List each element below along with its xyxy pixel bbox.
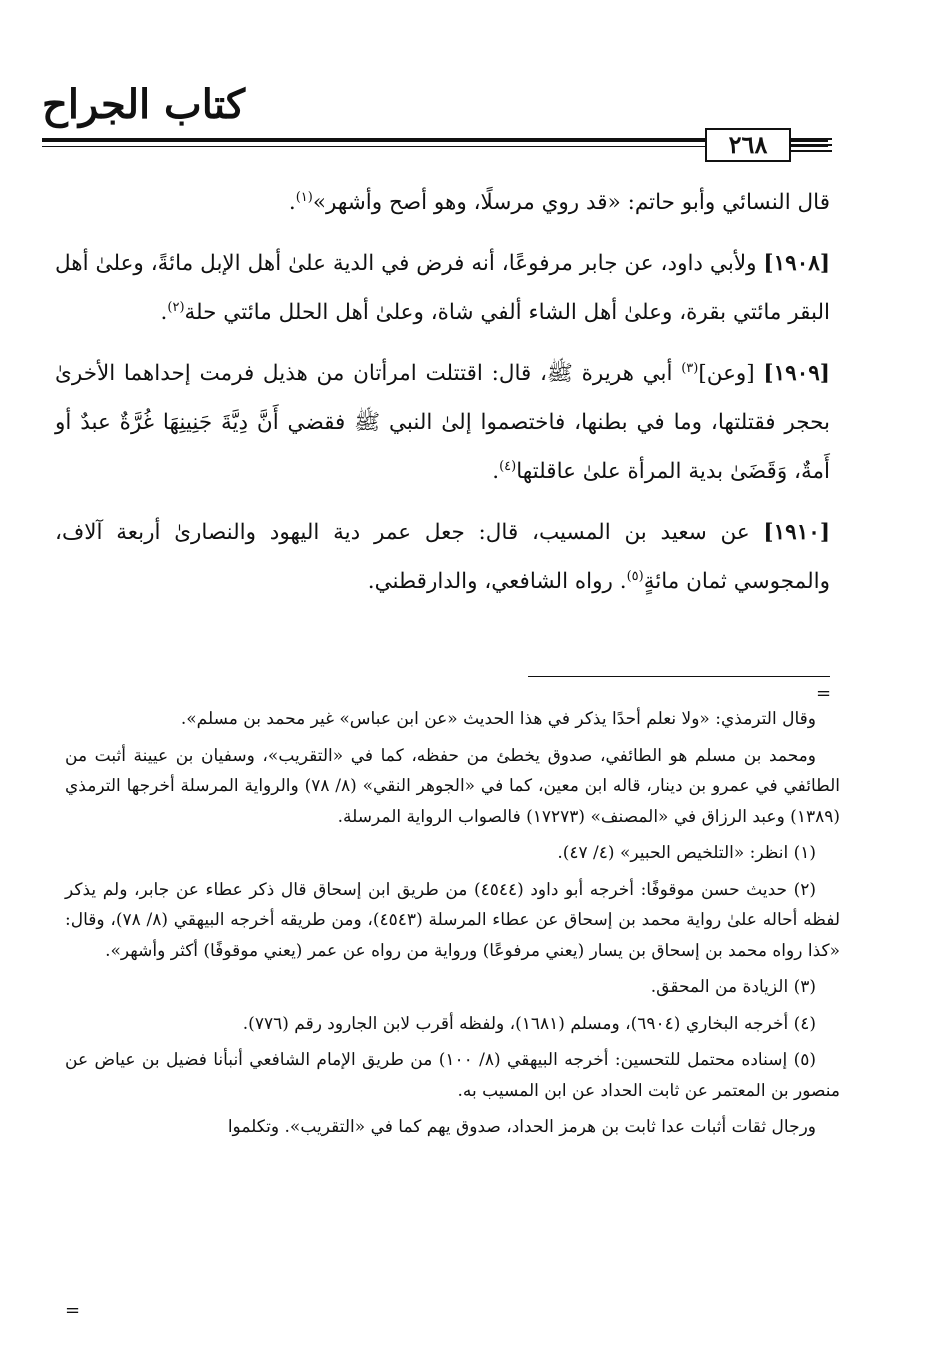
header-rule-right-1	[791, 138, 832, 140]
footnote-line: ومحمد بن مسلم هو الطائفي، صدوق يخطئ من حفظه، كما في «التقريب»، وسفيان بن عيينة أثبت من الطائفي في عمرو بن دينار، قاله ابن معين، كما في «الجوهر النقي» (٨/ ٧٨) والرواية المرسلة أخرجها الترمذي (١٣٨٩) وعبد الرزاق في «المصنف» (١٧٢٧٣) فالصواب الرواية المرسلة.	[65, 745, 840, 827]
paragraph-text: أبي هريرة ﷺ، قال: اقتتلت امرأتان من هذيل فرمت إحداهما الأخرىٰ بحجر فقتلتها، وما في بطنها، فاختصموا إلىٰ النبي ﷺ فقضي أَنَّ دِيَّةَ جَنِينِهَا غُرَّةٌ عبدٌ أو أَمةٌ، وَقَضَىٰ بدية المرأة علىٰ عاقلتها	[55, 361, 830, 484]
page-header	[0, 0, 940, 175]
paragraph-text: .	[160, 300, 168, 325]
page-number: ٢٦٨	[705, 128, 791, 162]
paragraph-text: .	[288, 190, 296, 215]
footnote-ref: (٤)	[499, 458, 517, 474]
paragraph-text: [وعن]	[698, 361, 764, 386]
footnote-2: (٢) حديث حسن موقوفًا: أخرجه أبو داود (٤٥٤٤) من طريق ابن إسحاق قال ذكر عطاء عن جابر، ولم يذكر لفظه أحاله علىٰ رواية محمد بن إسحاق عن عطاء المرسلة (٤٥٤٣)، ومن طريقه أخرجه البيهقي (٨/ ٧٨)، وقال: «كذا رواه محمد بن إسحاق بن يسار (يعني مرفوعًا) ورواية من رواه عن عمر (يعني موقوفًا) أكثر وأشهر».	[65, 879, 840, 961]
footnote-ref: (٢)	[167, 299, 185, 315]
footnote-line: ورجال ثقات أثبات عدا ثابت بن هرمز الحداد، صدوق يهم كما في «التقريب». وتكلموا	[227, 1117, 816, 1137]
footnote-5: (٥) إسناده محتمل للتحسين: أخرجه البيهقي (٨/ ١٠٠) من طريق الإمام الشافعي أنبأنا فضيل بن عياض عن منصور بن المعتمر عن ثابت الحداد عن ابن المسيب به.	[65, 1050, 840, 1101]
hadith-number: [١٩٠٩]	[763, 361, 830, 386]
hadith-number: [١٩٠٨]	[763, 251, 830, 276]
paragraph-text: .	[492, 459, 500, 484]
hadith-1909	[55, 349, 830, 496]
paragraph-text: عن سعيد بن المسيب، قال: جعل عمر دية اليهود والنصارىٰ أربعة آلاف، والمجوسي ثمان مائةٍ	[55, 520, 830, 594]
footnote-separator	[528, 676, 830, 677]
continued-mark: =	[65, 1300, 81, 1321]
paragraph	[55, 178, 830, 227]
paragraph-text: قال النسائي وأبو حاتم: «قد روي مرسلًا، وهو أصح وأشهر»	[312, 190, 830, 215]
footnote-4: (٤) أخرجه البخاري (٦٩٠٤)، ومسلم (١٦٨١)، ولفظه أقرب لابن الجارود رقم (٧٧٦).	[242, 1013, 816, 1034]
footnote-line: وقال الترمذي: «ولا نعلم أحدًا يذكر في هذا الحديث «عن ابن عباس» غير محمد بن مسلم».	[180, 709, 816, 729]
footnote-ref: (١)	[295, 189, 313, 205]
footnote-1: (١) انظر: «التلخيص الحبير» (٤/ ٤٧).	[557, 843, 816, 863]
footnotes	[65, 704, 840, 1149]
footnote-ref: (٣)	[681, 360, 699, 376]
footnote-ref: (٥)	[626, 568, 644, 584]
continued-mark: =	[816, 683, 832, 704]
book-title: كتاب الجراح	[42, 81, 246, 128]
footnote-3: (٣) الزيادة من المحقق.	[650, 977, 816, 997]
hadith-1910	[55, 508, 830, 606]
paragraph-text: . رواه الشافعي، والدارقطني.	[367, 569, 627, 594]
hadith-1908	[55, 239, 830, 337]
header-rule-right-3	[791, 150, 832, 152]
header-rule-right-2	[791, 144, 832, 146]
paragraph-text: ولأبي داود، عن جابر مرفوعًا، أنه فرض في الدية علىٰ أهل الإبل مائةً، وعلىٰ أهل البقر مائتي بقرة، وعلىٰ أهل الشاء ألفي شاة، وعلىٰ أهل الحلل مائتي حلة	[55, 251, 830, 325]
main-text	[55, 178, 830, 618]
hadith-number: [١٩١٠]	[763, 520, 830, 545]
